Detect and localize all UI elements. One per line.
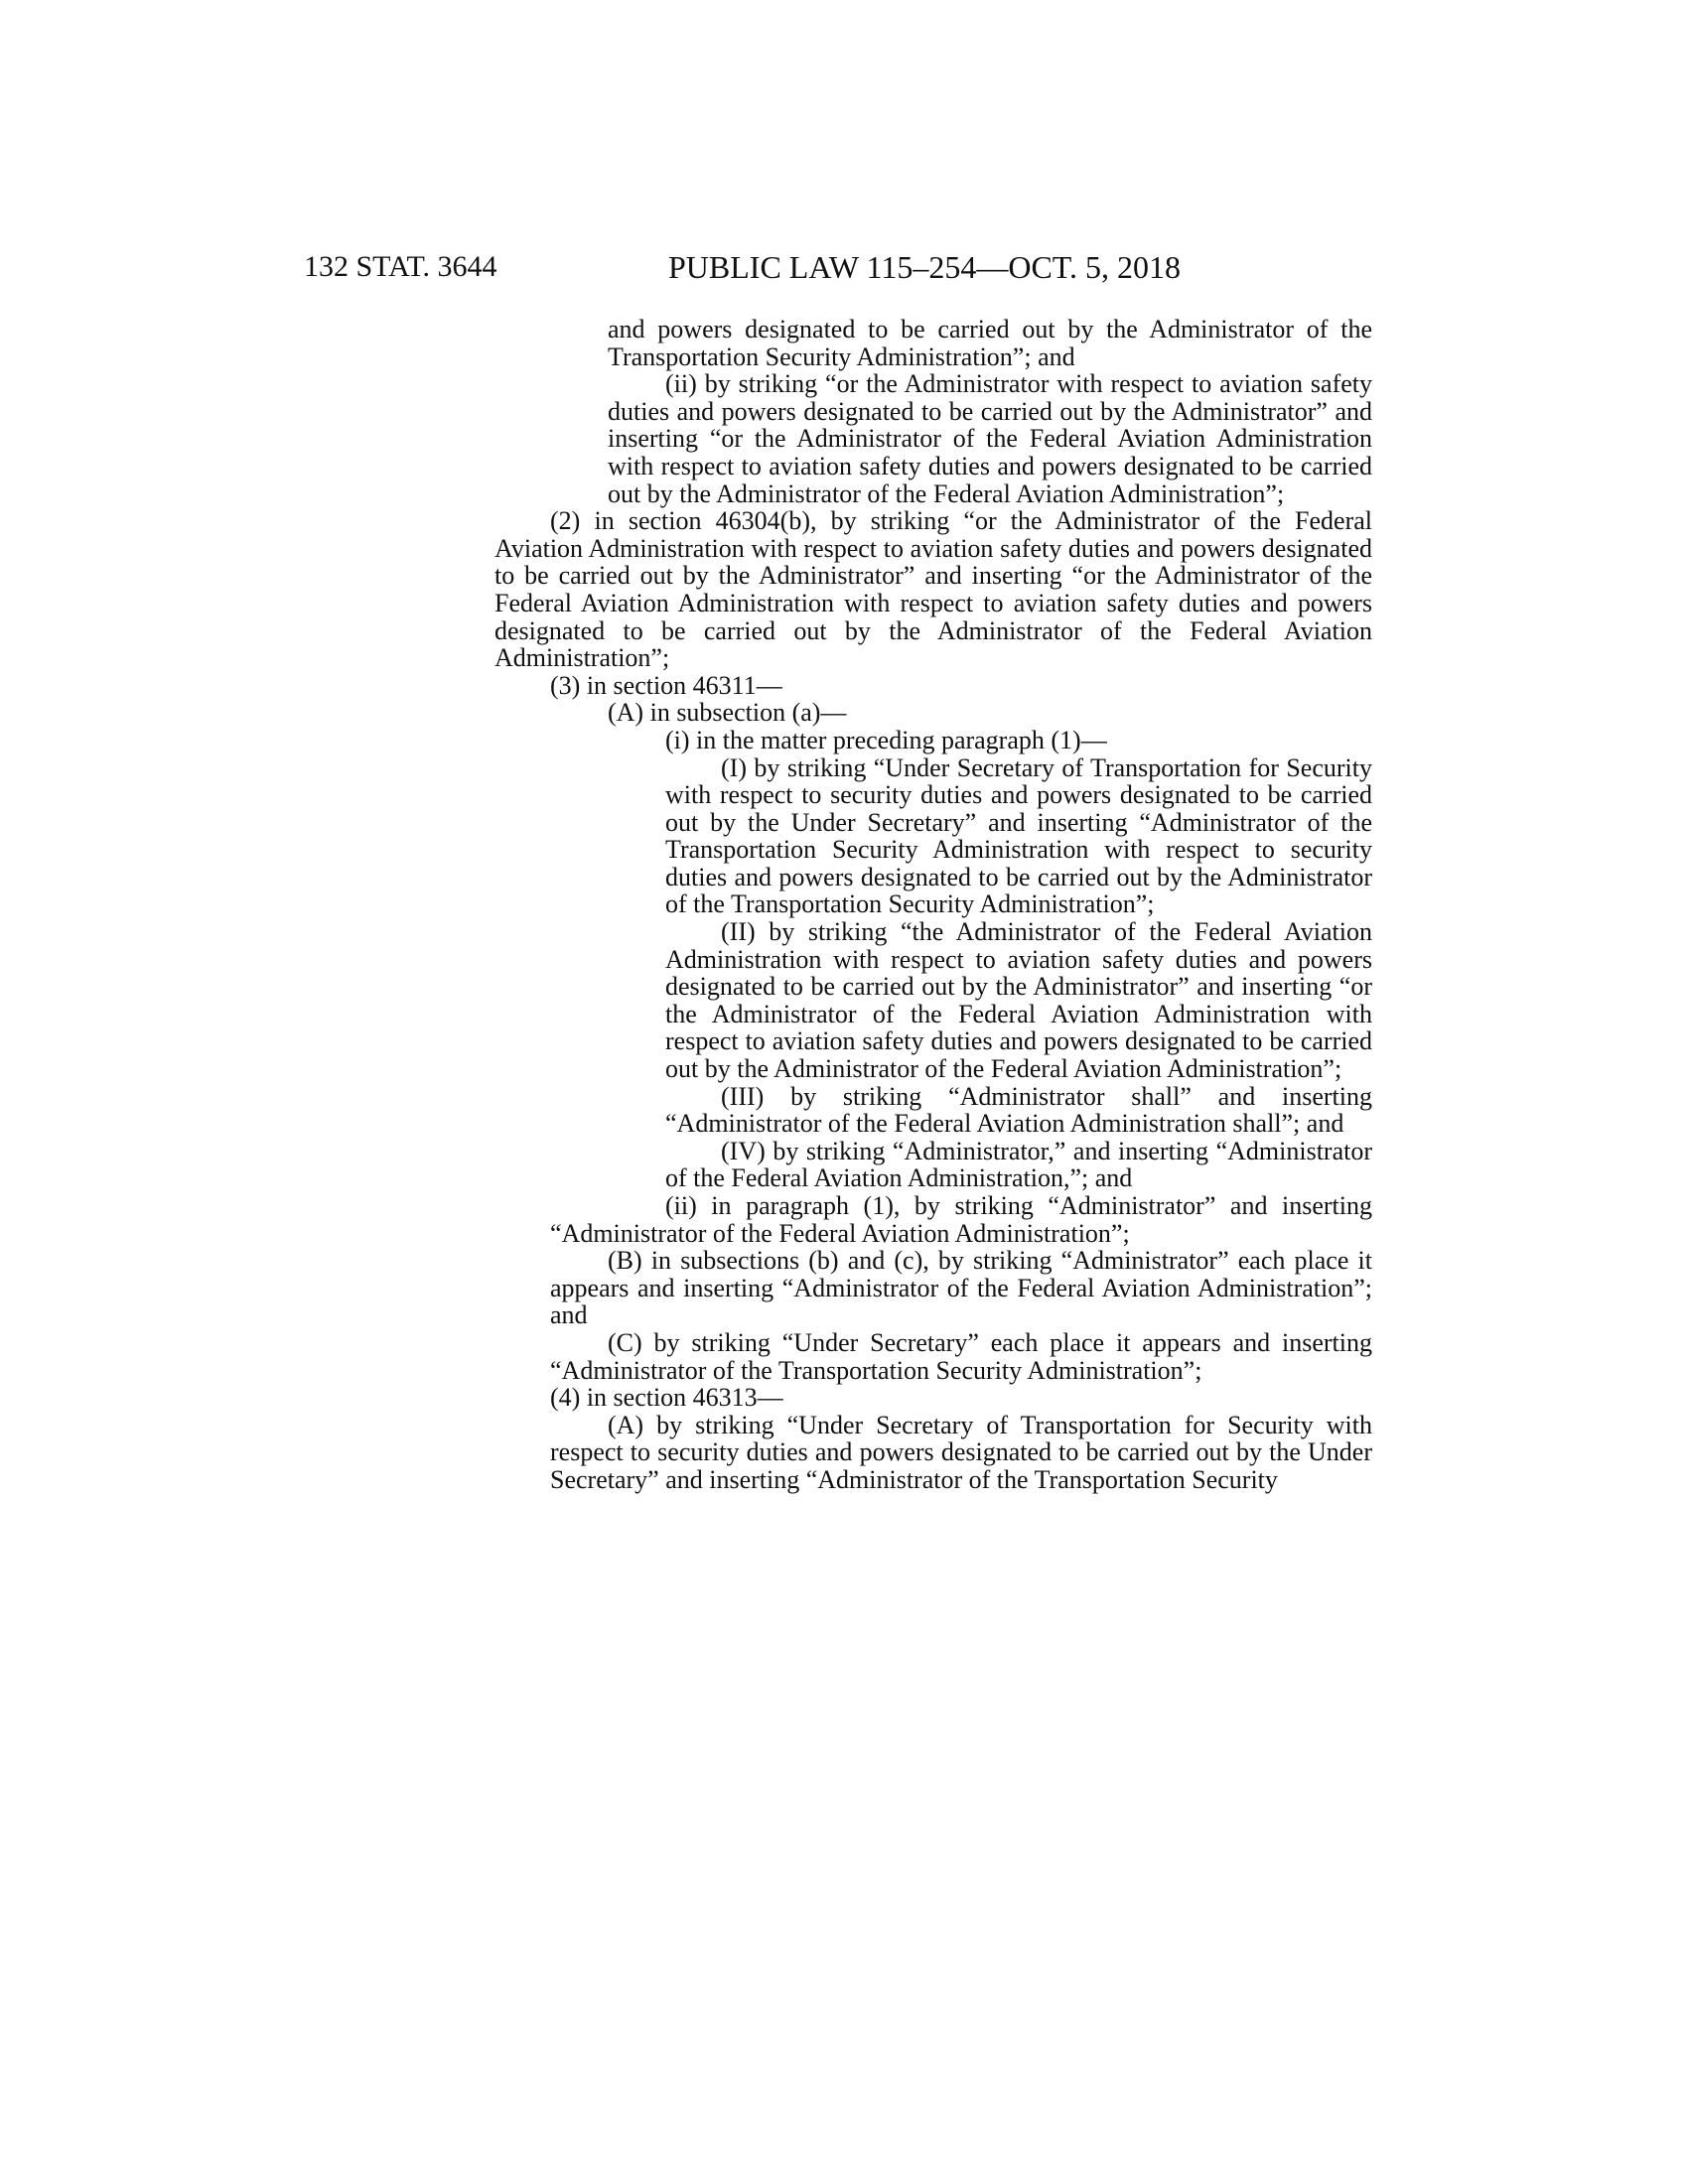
paragraph-4-section-46313: (4) in section 46313—	[550, 1383, 783, 1413]
subclause-III-text: (III) by striking “Administrator shall” and inserting “Administrator of the Federal Aviation Administration shall”; and	[665, 1081, 1372, 1139]
subparagraph-C-text: (C) by striking “Under Secretary” each place it appears and inserting “Administrator of the Transportation Security Administration”;	[550, 1327, 1372, 1385]
paragraph-3-section-46311: (3) in section 46311—	[550, 670, 782, 700]
subclause-IV	[665, 1136, 1372, 1193]
subclause-III	[665, 1081, 1372, 1139]
clause-ii-paragraph-1-text: (ii) in paragraph (1), by striking “Administrator” and inserting “Administrator of the Federal Aviation Administration”;	[550, 1191, 1372, 1248]
subclause-II-text: (II) by striking “the Administrator of the Federal Aviation Administration with respect to aviation safety duties and powers designated to be carried out by the Administrator” and inserting “or the Administrator of the Federal Aviation Administration with respect to aviation safety duties and powers designated to be carried out by the Administrator of the Federal Aviation Administration”;	[665, 917, 1372, 1084]
clause-ii-striking: (ii) by striking “or the Administrator with respect to aviation safety duties and powers designated to be carried out by the Administrator” and inserting “or the Administrator of the Federal Aviation Administration with respect to aviation safety duties and powers designated to be carried out by the Administrator of the Federal Aviation Administration”;	[608, 369, 1372, 508]
page-header	[304, 250, 1372, 290]
document-body	[494, 315, 1372, 1494]
subclause-I-text: (I) by striking “Under Secretary of Transportation for Security with respect to security duties and powers designated to be carried out by the Under Secretary” and inserting “Administrator of the Transportation Security Administration with respect to security duties and powers designated to be carried out by the Administrator of the Transportation Security Administration”;	[665, 752, 1372, 919]
subparagraph-C	[550, 1329, 1372, 1384]
paragraph-2-section-46304	[494, 506, 1372, 673]
clause-i-matter-preceding: (i) in the matter preceding paragraph (1)—	[665, 725, 1107, 754]
paragraph-2-text: (2) in section 46304(b), by striking “or the Administrator of the Federal Aviation Administration with respect to aviation safety duties and powers designated to be carried out by the Administrator” and inserting “or the Administrator of the Federal Aviation Administration with respect to aviation safety duties and powers designated to be carried out by the Administrator of the Federal Aviation Administration”;	[494, 506, 1372, 673]
subclause-II	[665, 917, 1372, 1084]
subparagraph-A-section-46313-text: (A) by striking “Under Secretary of Transportation for Security with respect to security duties and powers designated to be carried out by the Under Secretary” and inserting “Administrator of the Transportation Security	[550, 1410, 1372, 1494]
paragraph-continuation: and powers designated to be carried out by the Administrator of the Transportation Security Administration”; and	[608, 315, 1372, 371]
subclause-IV-text: (IV) by striking “Administrator,” and inserting “Administrator of the Federal Aviation Administration,”; and	[665, 1136, 1372, 1193]
clause-ii-paragraph-1	[550, 1191, 1372, 1248]
subclause-I	[665, 752, 1372, 919]
statute-citation: 132 STAT. 3644	[304, 250, 497, 283]
subparagraph-B	[550, 1247, 1372, 1329]
subparagraph-A-subsection-a: (A) in subsection (a)—	[608, 698, 847, 728]
subparagraph-B-text: (B) in subsections (b) and (c), by striking “Administrator” each place it appears and inserting “Administrator of the Federal Aviation Administration”; and	[550, 1246, 1372, 1330]
public-law-heading: PUBLIC LAW 115–254—OCT. 5, 2018	[668, 249, 1181, 285]
subparagraph-A-section-46313	[550, 1412, 1372, 1494]
